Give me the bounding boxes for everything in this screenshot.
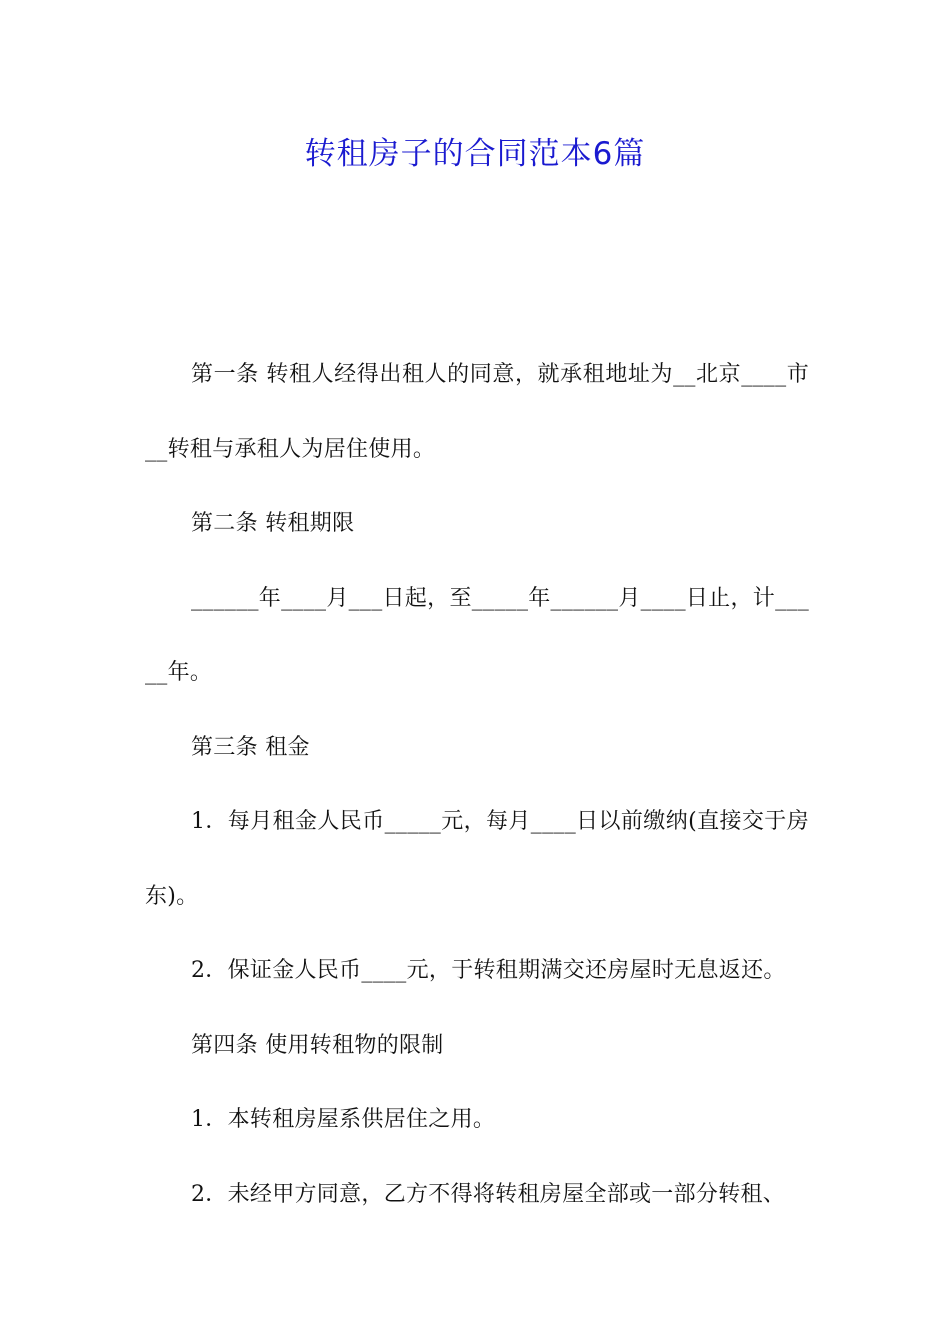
paragraph-article-4-heading: 第四条 使用转租物的限制: [191, 1032, 444, 1058]
document-body: [145, 338, 809, 1232]
paragraph-article-3-heading: 第三条 租金: [191, 734, 310, 760]
paragraph-residential-use: 1．本转租房屋系供居住之用。: [191, 1107, 496, 1132]
paragraph-lease-term: ______年____月___日起，至_____年______月____日止，计_____年。: [145, 585, 809, 685]
paragraph-article-1: 第一条 转租人经得出租人的同意，就承租地址为__北京____市__转租与承租人为居住使用。: [145, 362, 809, 462]
paragraph-article-2-heading: 第二条 转租期限: [191, 511, 355, 536]
document-title: 转租房子的合同范本6篇: [304, 136, 646, 172]
paragraph-monthly-rent: 1．每月租金人民币_____元，每月____日以前缴纳(直接交于房东)。: [145, 809, 809, 909]
paragraph-sublease-restriction: 2．未经甲方同意，乙方不得将转租房屋全部或一部分转租、: [191, 1181, 786, 1207]
paragraph-deposit: 2．保证金人民币____元，于转租期满交还房屋时无息返还。: [191, 958, 786, 983]
